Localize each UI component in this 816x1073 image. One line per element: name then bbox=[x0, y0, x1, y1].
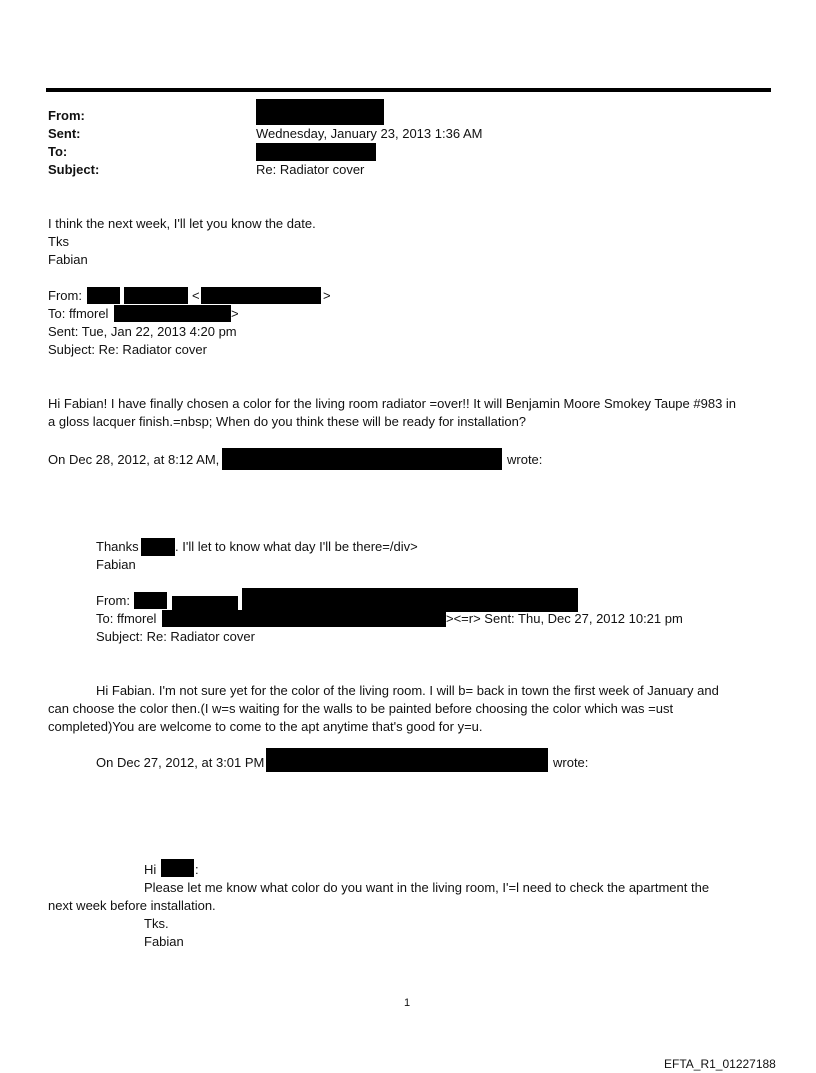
quoted1-to: To: ffmorel bbox=[48, 306, 109, 321]
redaction-q1-to bbox=[114, 305, 231, 322]
quoted1-sent: Sent: Tue, Jan 22, 2013 4:20 pm bbox=[48, 324, 237, 339]
quoted1-subject: Subject: Re: Radiator cover bbox=[48, 342, 207, 357]
redaction-q1-from-2 bbox=[124, 287, 188, 304]
redaction-q3-hi bbox=[161, 859, 194, 877]
redaction-q2-thanks bbox=[141, 538, 175, 556]
quoted2-from: From: bbox=[96, 593, 130, 608]
sent-label: Sent: bbox=[48, 126, 81, 141]
redaction-from bbox=[256, 99, 384, 125]
sent-value: Wednesday, January 23, 2013 1:36 AM bbox=[256, 126, 483, 141]
quoted2-subject: Subject: Re: Radiator cover bbox=[96, 629, 255, 644]
quoted1-wrote: wrote: bbox=[507, 452, 543, 467]
quoted2-to-rest: ><=r> Sent: Thu, Dec 27, 2012 10:21 pm bbox=[446, 611, 683, 626]
subject-value: Re: Radiator cover bbox=[256, 162, 365, 177]
quoted3-tks: Tks. bbox=[144, 916, 169, 931]
body-line-2: Tks bbox=[48, 234, 69, 249]
quoted3-hi: Hi bbox=[144, 862, 157, 877]
redaction-q2-to bbox=[162, 610, 446, 627]
quoted2-thanks: Thanks bbox=[96, 539, 139, 554]
redaction-q1-from-1 bbox=[87, 287, 120, 304]
redaction-q1-author bbox=[222, 448, 502, 470]
quoted2-message-line-1: Hi Fabian. I'm not sure yet for the color of the living room. I will b= back in town the first week of January and bbox=[96, 683, 719, 698]
quoted1-message-line-2: a gloss lacquer finish.=nbsp; When do you think these will be ready for installation? bbox=[48, 414, 527, 429]
quoted3-line-1: Please let me know what color do you want in the living room, I'=l need to check the apartment the bbox=[144, 880, 710, 895]
quoted1-from: From: bbox=[48, 288, 82, 303]
body-line-3: Fabian bbox=[48, 252, 88, 267]
redaction-q1-from-3 bbox=[201, 287, 321, 304]
redaction-q2-author bbox=[266, 748, 548, 772]
quoted1-lt: < bbox=[192, 288, 200, 303]
quoted2-on-date: On Dec 27, 2012, at 3:01 PM bbox=[96, 755, 265, 770]
quoted2-message-line-2: can choose the color then.(I w=s waiting for the walls to be painted before choosing the color which was =ust bbox=[48, 701, 674, 716]
subject-label: Subject: bbox=[48, 162, 100, 177]
to-label: To: bbox=[48, 144, 68, 159]
header-rule bbox=[46, 88, 771, 92]
quoted3-line-2: next week before installation. bbox=[48, 898, 216, 913]
quoted2-to: To: ffmorel bbox=[96, 611, 157, 626]
body-line-1: I think the next week, I'll let you know the date. bbox=[48, 216, 316, 231]
quoted3-name: Fabian bbox=[144, 934, 184, 949]
quoted1-to-end: > bbox=[231, 306, 239, 321]
redaction-q2-from-3 bbox=[242, 588, 578, 612]
page-number: 1 bbox=[404, 997, 411, 1009]
quoted2-wrote: wrote: bbox=[553, 755, 589, 770]
quoted1-on-date: On Dec 28, 2012, at 8:12 AM, bbox=[48, 452, 220, 467]
footer-document-id: EFTA_R1_01227188 bbox=[664, 1057, 776, 1071]
redaction-q2-from-1 bbox=[134, 592, 167, 609]
redaction-q2-from-2 bbox=[172, 596, 238, 610]
quoted1-message-line-1: Hi Fabian! I have finally chosen a color for the living room radiator =over!! It will Benjamin Moore Smokey Taupe #983 in bbox=[48, 396, 737, 411]
redaction-to bbox=[256, 143, 376, 161]
quoted2-name: Fabian bbox=[96, 557, 136, 572]
quoted3-hi-colon: : bbox=[195, 862, 199, 877]
quoted2-message-line-3: completed)You are welcome to come to the apt anytime that's good for y=u. bbox=[48, 719, 483, 734]
quoted2-thanks-rest: . I'll let to know what day I'll be there=/div> bbox=[175, 539, 418, 554]
quoted1-gt: > bbox=[323, 288, 331, 303]
from-label: From: bbox=[48, 108, 85, 123]
